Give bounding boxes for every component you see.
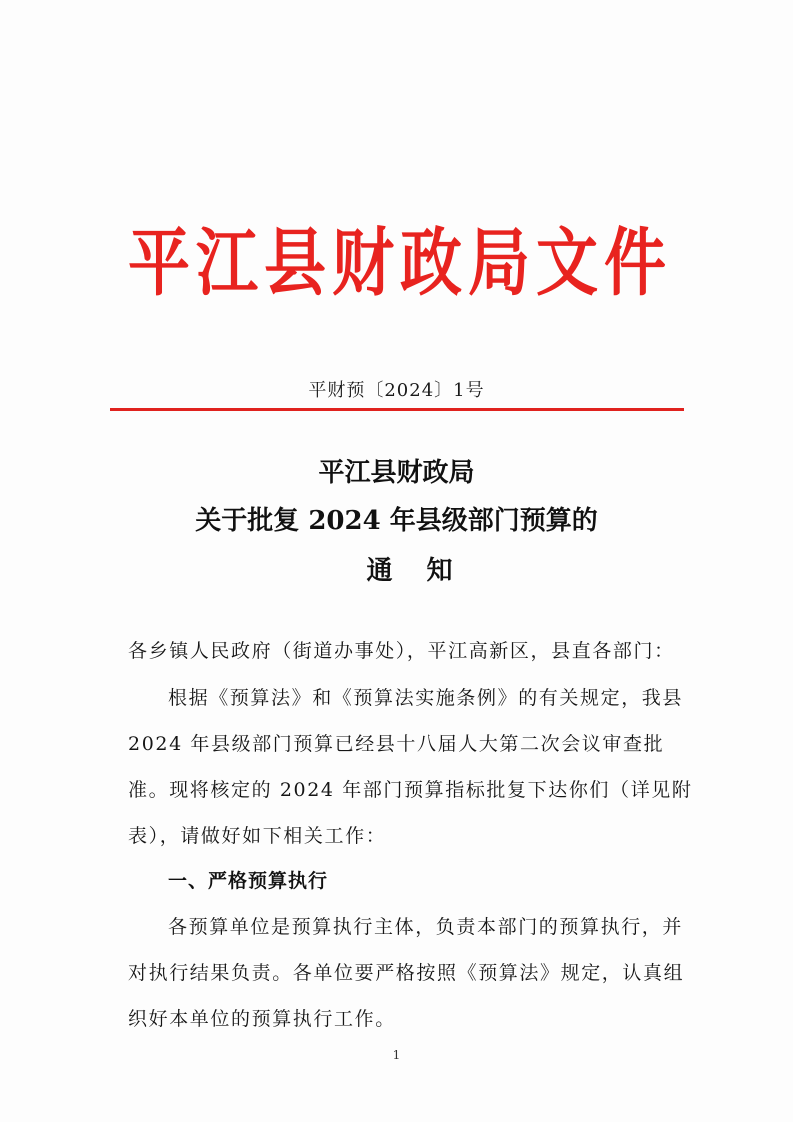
document-number: 平财预〔2024〕1号 (308, 380, 485, 401)
red-divider-line (110, 408, 684, 411)
paragraph-1-line-1: 根据《预算法》和《预算法实施条例》的有关规定，我县 (168, 687, 684, 709)
section-1-line-3: 织好本单位的预算执行工作。 (128, 1008, 396, 1030)
paragraph-1-line-3: 准。现将核定的 2024 年部门预算指标批复下达你们（详见附 (128, 779, 693, 801)
title-line-3: 通知 (366, 556, 487, 586)
section-1-heading: 一、严格预算执行 (168, 870, 329, 892)
title-line-1: 平江县财政局 (318, 458, 475, 488)
paragraph-1-line-2: 2024 年县级部门预算已经县十八届人大第二次会议审查批 (128, 733, 665, 755)
page-number: 1 (392, 1048, 401, 1062)
addressee: 各乡镇人民政府（街道办事处），平江高新区，县直各部门： (128, 640, 675, 662)
section-1-line-1: 各预算单位是预算执行主体，负责本部门的预算执行，并 (168, 916, 684, 938)
title-line-2: 关于批复 2024 年县级部门预算的 (195, 506, 598, 536)
section-1-line-2: 对执行结果负责。各单位要严格按照《预算法》规定，认真组 (128, 962, 685, 984)
paragraph-1-line-4: 表），请做好如下相关工作： (128, 825, 387, 847)
letterhead-title: 平江县财政局文件 (127, 219, 672, 306)
